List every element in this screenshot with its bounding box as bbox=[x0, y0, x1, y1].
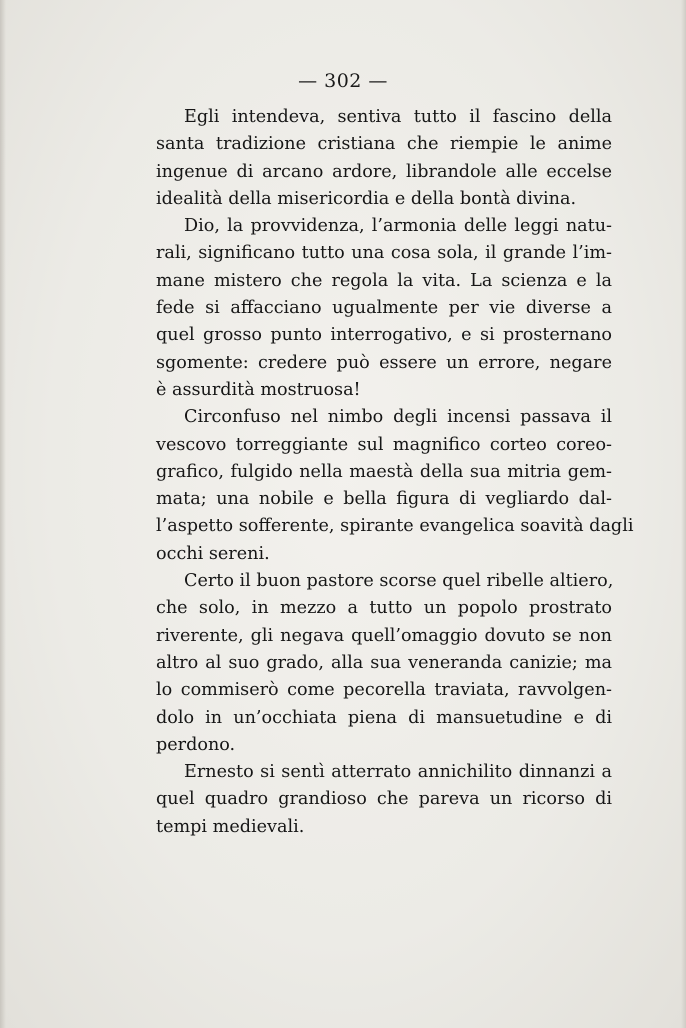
text-line: dolo in un’occhiata piena di mansuetudine e di bbox=[156, 707, 612, 728]
text-line: Certo il buon pastore scorse quel ribelle altiero, bbox=[184, 571, 614, 592]
body-text bbox=[156, 104, 634, 841]
text-line: quel grosso punto interrogativo, e si prosternano bbox=[156, 325, 612, 346]
text-line: quel quadro grandioso che pareva un ricorso di bbox=[156, 789, 612, 810]
text-line: santa tradizione cristiana che riempie le anime bbox=[156, 134, 612, 155]
text-line: tempi medievali. bbox=[156, 816, 305, 837]
text-line: perdono. bbox=[156, 734, 236, 755]
text-line: ingenue di arcano ardore, librandole alle eccelse bbox=[156, 161, 612, 182]
text-line: mata; una nobile e bella figura di vegliardo dal- bbox=[156, 489, 612, 510]
text-line: riverente, gli negava quell’omaggio dovuto se non bbox=[156, 625, 612, 646]
text-line: vescovo torreggiante sul magnifico corteo coreo- bbox=[156, 434, 612, 455]
text-line: mane mistero che regola la vita. La scienza e la bbox=[156, 270, 612, 291]
text-line: occhi sereni. bbox=[156, 543, 270, 564]
text-line: Dio, la provvidenza, l’armonia delle leggi natu- bbox=[184, 216, 612, 237]
text-line: lo commiserò come pecorella traviata, ravvolgen- bbox=[156, 680, 612, 701]
text-line: fede si affacciano ugualmente per vie diverse a bbox=[156, 298, 612, 319]
text-line: Egli intendeva, sentiva tutto il fascino della bbox=[184, 107, 612, 127]
page-edge-left bbox=[0, 0, 6, 1028]
text-line: idealità della misericordia e della bontà divina. bbox=[156, 188, 577, 209]
text-line: è assurdità mostruosa! bbox=[156, 379, 361, 400]
text-line: che solo, in mezzo a tutto un popolo prostrato bbox=[156, 598, 612, 619]
text-line: altro al suo grado, alla sua veneranda canizie; ma bbox=[156, 652, 612, 673]
page-number: — 302 — bbox=[298, 70, 388, 92]
text-line: grafico, fulgido nella maestà della sua mitria gem- bbox=[156, 461, 612, 482]
text-line: l’aspetto sofferente, spirante evangelica soavità dagli bbox=[156, 516, 634, 537]
page-edge-right bbox=[681, 0, 686, 1028]
text-line: Circonfuso nel nimbo degli incensi passava il bbox=[184, 407, 612, 428]
text-line: rali, significano tutto una cosa sola, il grande l’im- bbox=[156, 243, 612, 264]
text-line: sgomente: credere può essere un errore, negare bbox=[156, 352, 612, 373]
text-line: Ernesto si sentì atterrato annichilito dinnanzi a bbox=[184, 762, 612, 783]
